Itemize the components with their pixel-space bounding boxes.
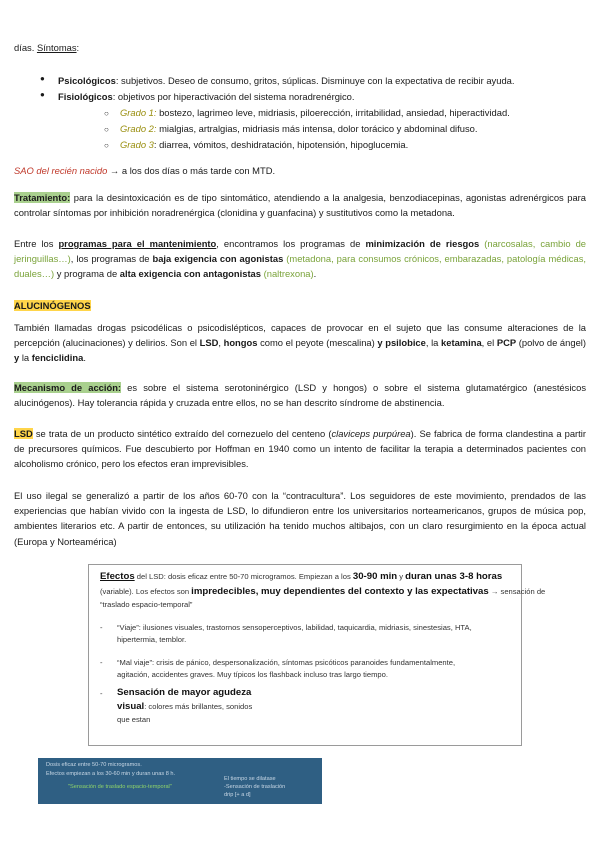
- grade-1-item: ○ Grado 1: bostezo, lagrimeo leve, midriasis, piloerección, irritabilidad, ansiedad, hiperactividad.: [104, 105, 510, 121]
- dosage-notes-image: [38, 758, 322, 804]
- bullet-dot-icon: ●: [40, 74, 45, 83]
- grade-2-item: ○ Grado 2: mialgias, artralgias, midriasis más intensa, dolor torácico y abdominal difuso.: [104, 121, 477, 137]
- dark-line-3: "Sensación de traslado espacio-temporal": [68, 784, 172, 790]
- treatment-label: Tratamiento:: [14, 192, 71, 203]
- dash-bullet-icon: -: [100, 689, 103, 698]
- circle-bullet-icon: ○: [104, 141, 109, 150]
- mal-viaje-line-2: agitación, accidentes graves. Muy típicos los flashback incluso tras largo tiempo.: [117, 670, 388, 679]
- dash-bullet-icon: -: [100, 658, 103, 667]
- mal-viaje-line-1: “Mal viaje”: crisis de pánico, despersonalización, síntomas psicóticos paranoides fundamentalmente,: [117, 658, 456, 667]
- dark-line-2: Efectos empiezan a los 30-60 min y duran unas 8 h.: [46, 771, 176, 777]
- dark-right-line-3: drip [+ a d]: [224, 792, 251, 798]
- lsd-effects-image: [88, 564, 546, 746]
- sensation-line-3: que estan: [117, 715, 151, 724]
- dash-bullet-icon: -: [100, 623, 103, 632]
- circle-bullet-icon: ○: [104, 109, 109, 118]
- treatment-paragraph: Tratamiento: para la desintoxicación es de tipo sintomático, atendiendo a la analgesia, benzodiacepinas, agonistas adrenérgicos para controlar síntomas por inhibición noradrenérgica (clonidina y guanfacina) y sustitutivos como la metadona.: [14, 192, 586, 219]
- symptoms-intro: días. Síntomas:: [14, 42, 80, 53]
- dark-right-line-1: El tiempo se dilatase: [224, 776, 276, 782]
- dark-line-1: Dosis eficaz entre 50-70 microgramos.: [46, 762, 142, 768]
- grade-3-item: ○ Grado 3: diarrea, vómitos, deshidratación, hipotensión, hipoglucemia.: [104, 137, 408, 153]
- sensation-line-1: Sensación de mayor agudeza: [117, 687, 252, 698]
- effects-line-3: “traslado espacio-temporal”: [100, 600, 193, 609]
- bullet-dot-icon: ●: [40, 90, 45, 99]
- sensation-line-2: visual: colores más brillantes, sonidos: [117, 701, 253, 712]
- illegal-use-paragraph: El uso ilegal se generalizó a partir de los años 60-70 con la “contracultura”. Los seguidores de este movimiento, prendados de las experiencias que habían vivido con la ingesta de LSD, lo difundieron entre los universitarios norteamericanos, grupos de música pop, ambientes literarios etc. A partir de entonces, su utilización ha tenido muchos altibajos, con un claro resurgimiento en la época actual (Europa y Norteamérica): [14, 490, 586, 547]
- hallucinogens-paragraph: También llamadas drogas psicodélicas o psicodislépticos, capaces de provocar en el sujeto que las consume alteraciones de la percepción (alucinaciones) y delirios. Son el LSD, hongos como el peyote (mescalina) y psilobice, la ketamina, el PCP (polvo de ángel) y la fenciclidina.: [14, 322, 586, 364]
- effects-line-2: (variable). Los efectos son impredecibles, muy dependientes del contexto y las expectativas → sensación de: [100, 586, 546, 597]
- mechanism-paragraph: Mecanismo de acción: es sobre el sistema serotoninérgico (LSD y hongos) o sobre el sistema glutamatérgico (anestésicos alucinógenos). Hay tolerancia rápida y cruzada entre ellos, no se han descrito síndrome de abstinencia.: [14, 382, 587, 409]
- dark-right-line-2: -Sensación de traslación: [224, 784, 286, 790]
- mechanism-label: Mecanismo de acción:: [14, 382, 122, 393]
- symptoms-heading: Síntomas: [36, 42, 77, 53]
- lsd-paragraph: LSD se trata de un producto sintético extraído del cornezuelo del centeno (claviceps purpúrea). Se fabrica de forma clandestina a partir de precursores químicos. Fue descubierto por Hoffman en 1940 como un intento de facilitar la terapia a determinados pacientes con alcoholismo crónico, pero los efectos eran imprevisibles.: [14, 428, 586, 470]
- effects-line-1: Efectos del LSD: dosis eficaz entre 50-70 microgramos. Empiezan a los 30-90 min y duran unas 3-8 horas: [100, 571, 503, 582]
- sao-newborn: SAO del recién nacido → a los dos días o más tarde con MTD.: [14, 165, 276, 176]
- hallucinogens-title: ALUCINÓGENOS: [14, 300, 91, 311]
- viaje-line-2: hipertermia, temblor.: [117, 635, 187, 644]
- maintenance-paragraph: Entre los programas para el mantenimiento, encontramos los programas de minimización de riesgos (narcosalas, cambio de jeringuillas…), los programas de baja exigencia con agonistas (metadona, para consumos crónicos, embarazadas, patología médicas, duales…) y programa de alta exigencia con antagonistas (naltrexona).: [14, 238, 586, 280]
- document-page: días. Síntomas: ● Psicológicos: subjetivos. Deseo de consumo, gritos, súplicas. Disminuye con la expectativa de recibir ayuda. ● Fisiológicos: objetivos por hiperactivación del sistema noradrenérgico. ○ Grado 1: bostezo, lagrimeo leve, midriasis, piloerección, irritabilidad, ansiedad, hiperactividad. ○ Grado 2: mialgias, artralgias, midriasis más intensa, dolor torácico y abdominal difuso. ○ Grado 3: diarrea, vómitos, deshidratación, hipotensión, hipoglucemia. SAO del recién nacido → a los dos días o más tarde con MTD. Tratamiento: para la desintoxicación es de tipo sintomático, atendiendo a la analgesia, benzodiacepinas, agonistas adrenérgicos para controlar síntomas por inhibición noradrenérgica (clonidina y guanfacina) y sustitutivos como la metadona. Entre los programas para el mantenimiento, encontramos los programas de minimización de riesgos (narcosalas, cambio de jeringuillas…), los programas de baja exigencia con agonistas (metadona, para consumos crónicos, embarazadas, patología médicas, duales…) y programa de alta exigencia con antagonistas (naltrexona). ALUCINÓGENOS También llamadas drogas psicodélicas o psicodislépticos, capaces de provocar en el sujeto que las consume alteraciones de la percepción (alucinaciones) y delirios. Son el LSD, hongos como el peyote (mescalina) y psilobice, la ketamina, el PCP (polvo de ángel) y la fenciclidina. Mecanismo de acción: es sobre el sistema serotoninérgico (LSD y hongos) o sobre el sistema glutamatérgico (anestésicos alucinógenos). Hay tolerancia rápida y cruzada entre ellos, no se han descrito síndrome de abstinencia. LSD se trata de un producto sintético extraído del cornezuelo del centeno (claviceps purpúrea). Se fabrica de forma clandestina a partir de precursores químicos. Fue descubierto por Hoffman en 1940 como un intento de facilitar la terapia a determinados pacientes con alcoholismo crónico, pero los efectos eran imprevisibles. El uso ilegal se generalizó a partir de los años 60-70 con la “contracultura”. Los seguidores de este movimiento, prendados de las experiencias que habían vivido con la ingesta de LSD, lo difundieron entre los universitarios norteamericanos, grupos de música pop, ambientes literarios etc. A partir de entonces, su utilización ha tenido muchos altibajos, con un claro resurgimiento en la época actual (Europa y Norteamérica) Efectos del LSD: dosis eficaz entre 50-70 microgramos. Empiezan a los 30-90 min y duran unas 3-8 horas (variable). Los efectos son impredecibles, muy dependientes del contexto y las expectativas → sensación de “traslado espacio-temporal” - “Viaje”: ilusiones visuales, trastornos sensoperceptivos, labilidad, taquicardia, midriasis, sinestesias, HTA, hipertermia, temblor. - “Mal viaje”: crisis de pánico, despersonalización, síntomas psicóticos paranoides fundamentalmente, agitación, accidentes graves. Muy típicos los flashback incluso tras largo tiempo. - Sensación de mayor agudeza visual: colores más brillantes, sonidos que estan Dosis eficaz entre 50-70 microgramos. Efectos empiezan a los 30-60 min y duran unas 8 h. "Sensación de traslado espacio-temporal" El tiempo se dilatase -Sensación de traslación drip [+ a d]: [0, 0, 600, 848]
- circle-bullet-icon: ○: [104, 125, 109, 134]
- viaje-line-1: “Viaje”: ilusiones visuales, trastornos sensoperceptivos, labilidad, taquicardia, midriasis, sinestesias, HTA,: [117, 623, 472, 632]
